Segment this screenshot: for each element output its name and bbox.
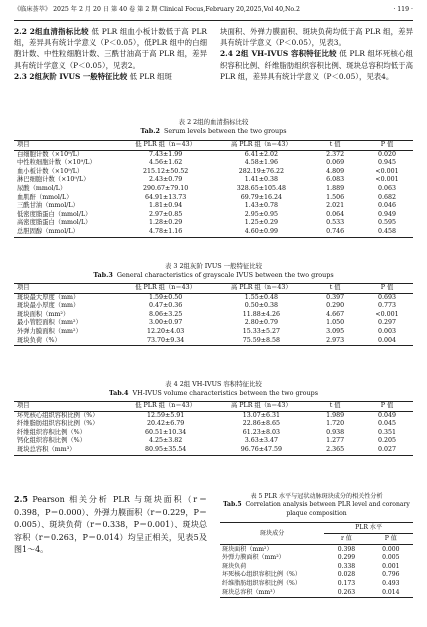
table-row	[220, 588, 413, 597]
running-header	[14, 6, 413, 21]
table-cell: 4.60±0.99	[213, 228, 309, 237]
table-cell: 0.020	[378, 150, 397, 158]
table-cell: 1.28±0.29	[148, 219, 183, 227]
section-2-2	[14, 26, 207, 71]
column-header: P 值	[361, 141, 413, 151]
page-number: · 119 ·	[393, 6, 413, 13]
table-row	[14, 446, 413, 455]
table-row	[14, 302, 413, 311]
table-cell: 0.397	[326, 293, 345, 301]
table-cell: 外弹力膜面积（mm²）	[17, 328, 82, 336]
table-cell: 2.021	[326, 202, 345, 210]
table-cell: 2.80±0.79	[244, 319, 279, 327]
table-cell: 纤维组织容积比例（%）	[17, 428, 86, 436]
table4-caption	[14, 380, 413, 398]
table-cell: 0.299	[337, 554, 356, 562]
table-row	[14, 159, 413, 168]
table-cell: 中性粒细胞计数（×10⁹/L）	[17, 159, 96, 167]
table-cell: 0.50±0.38	[244, 302, 279, 310]
table-cell: 斑块总容积（mm³）	[220, 588, 324, 597]
section-text: 低 PLR 组坏死核心组织容积比例、纤维脂肪组织容积比例、斑块总容积均低于高 PLR 组，差异具有统计学意义（P＜0.05），见表4。	[220, 49, 413, 81]
right-column-top	[220, 26, 413, 82]
table-cell: 0.064	[326, 210, 345, 218]
section-2-5	[14, 493, 207, 557]
table-cell: 0.746	[309, 228, 361, 237]
table-cell: 外弹力膜面积（mm²）	[222, 554, 285, 562]
left-column-top	[14, 26, 207, 82]
column-header: t 值	[309, 284, 361, 294]
column-header: 项目	[14, 141, 118, 151]
table-cell: 斑块总容积（mm³）	[14, 446, 118, 455]
table-cell: 0.005	[382, 554, 400, 562]
table-cell: 0.173	[337, 580, 356, 587]
section-heading: 2.3 2组灰阶 IVUS 一般特征比较	[14, 71, 128, 81]
column-header: P 值	[361, 402, 413, 412]
table-row	[14, 411, 413, 420]
table-cell: 0.063	[378, 185, 397, 193]
table-cell: 15.33±5.27	[242, 328, 281, 336]
table-cell: 22.86±8.65	[242, 420, 281, 428]
table-cell: 11.88±4.26	[242, 310, 281, 318]
table-cell: 钙化组织容积比例（%）	[17, 437, 86, 445]
table-cell: 75.59±8.58	[213, 337, 309, 346]
table-cell: 纤维脂肪组织容积比例（%）	[222, 580, 301, 587]
table5	[220, 522, 413, 598]
table-cell: 1.43±0.78	[244, 202, 279, 210]
table-cell: <0.001	[375, 167, 399, 175]
table-cell: 2.365	[309, 446, 361, 455]
table-cell: 0.533	[326, 219, 345, 227]
column-header: 高 PLR 组（n＝43）	[213, 141, 309, 151]
section-2-3-cont: 块面积、外弹力膜面积、斑块负荷均低于高 PLR 组，差异具有统计学意义（P＜0.05），见表3。	[220, 27, 413, 48]
table-cell: 0.046	[378, 202, 397, 210]
table-cell: 80.95±35.54	[118, 446, 214, 455]
table-cell: 2.97±0.85	[148, 210, 183, 218]
table-cell: 淋巴细胞计数（×10⁹/L）	[17, 176, 90, 184]
table-cell: 1.050	[326, 319, 345, 327]
table-cell: 0.338	[337, 562, 356, 570]
table-cell: 0.014	[369, 588, 413, 597]
table-cell: 0.595	[378, 219, 397, 227]
table-cell: 0.949	[378, 210, 397, 218]
table-row	[14, 185, 413, 194]
table-cell: 64.91±13.73	[144, 193, 187, 201]
table-cell: 0.682	[378, 193, 397, 201]
section-text: Pearson 相关分析 PLR 与斑块面积（r＝0.398，P＝0.000）、外弹力膜面积（r＝0.229，P＝0.005）、斑块负荷（r＝0.338，P＝0.001）、斑块总容积（r＝0.263，P＝0.014）均呈正相关，见表5及图1～4。	[14, 495, 207, 554]
table-cell: <0.001	[375, 310, 399, 318]
table-row	[14, 328, 413, 337]
table-cell: 13.07±6.31	[242, 411, 281, 419]
left-column-bottom	[14, 493, 207, 557]
table-cell: 1.720	[326, 420, 345, 428]
table-cell: 1.59±0.50	[148, 293, 183, 301]
column-header: 项目	[14, 402, 118, 412]
table-row	[14, 176, 413, 185]
column-header: P 值	[361, 284, 413, 294]
table-cell: 0.945	[378, 159, 397, 167]
table-cell: 4.667	[326, 310, 345, 318]
table-cell: 6.41±2.02	[244, 150, 279, 158]
table2	[14, 140, 413, 238]
table-cell: 0.263	[324, 588, 368, 597]
section-heading: 2.2 2组血清指标比较	[14, 27, 89, 36]
column-header: r 值	[324, 534, 368, 545]
table-cell: 4.58±1.96	[244, 159, 279, 167]
table-cell: 0.796	[382, 571, 400, 579]
table-cell: 纤维脂肪组织容积比例（%）	[17, 420, 99, 428]
table-cell: 血肌酐（mmol/L）	[17, 193, 73, 201]
table-cell: 96.76±47.59	[213, 446, 309, 455]
section-heading: 2.5	[14, 494, 28, 504]
table-cell: 6.083	[326, 176, 345, 184]
table-row	[14, 150, 413, 159]
table5-caption-cn: 表 5 PLR 水平与冠状动脉斑块成分的相关性分析	[250, 493, 383, 500]
table-cell: 12.20±4.03	[146, 328, 185, 336]
table-cell: 0.773	[378, 302, 397, 310]
table-cell: 1.81±0.94	[148, 202, 183, 210]
table-cell: 0.458	[361, 228, 413, 237]
table-cell: 60.51±10.34	[144, 428, 187, 436]
table-cell: 高密度脂蛋白（mmol/L）	[17, 219, 92, 227]
table-cell: 69.79±16.24	[240, 193, 283, 201]
table-cell: 斑块负荷（%）	[14, 337, 118, 346]
table-cell: 0.004	[361, 337, 413, 346]
group-header: PLR 水平	[324, 523, 413, 534]
table-cell: 白细胞计数（×10⁹/L）	[17, 150, 84, 158]
table-cell: 1.506	[326, 193, 345, 201]
table-cell: 0.47±0.36	[148, 302, 183, 310]
table-cell: 1.55±0.48	[244, 293, 279, 301]
table-cell: 20.42±6.79	[146, 420, 185, 428]
column-header: 低 PLR 组（n＝43）	[118, 284, 214, 294]
table-cell: 最小管腔面积（mm²）	[17, 319, 82, 327]
table-cell: 低密度脂蛋白（mmol/L）	[17, 210, 92, 218]
table-cell: 斑块最小厚度（mm）	[17, 302, 80, 310]
table-row	[220, 554, 413, 563]
table-cell: 2.973	[309, 337, 361, 346]
table-cell: 坏死核心组织容积比例（%）	[222, 571, 301, 579]
table-row	[14, 293, 413, 302]
table-cell: 0.069	[326, 159, 345, 167]
table-cell: <0.001	[375, 176, 399, 184]
table-cell: 4.809	[326, 167, 345, 175]
table-cell: 0.693	[378, 293, 397, 301]
section-text: 低 PLR 组斑	[129, 71, 172, 81]
table-cell: 坏死核心组织容积比例（%）	[17, 411, 99, 419]
table-row	[14, 337, 413, 346]
table-cell: 1.889	[326, 185, 345, 193]
table-cell: 282.19±76.22	[238, 167, 285, 175]
table3-caption-cn: 表 3 2组灰阶 IVUS 一般特征比较	[164, 262, 263, 270]
column-header: 高 PLR 组（n＝43）	[213, 402, 309, 412]
column-header: 斑块成分	[220, 523, 324, 545]
column-header: 项目	[14, 284, 118, 294]
table-row	[14, 420, 413, 429]
table3-caption	[14, 262, 413, 280]
table5-caption-en: Tab.5 Correlation analysis between PLR level and coronary plaque composition	[223, 501, 410, 517]
table-row	[220, 580, 413, 589]
table-cell: 3.63±3.47	[244, 437, 279, 445]
table-cell: 0.398	[337, 545, 356, 553]
table-cell: 4.56±1.62	[148, 159, 183, 167]
table-cell: 0.027	[361, 446, 413, 455]
header-row	[14, 402, 413, 412]
table-cell: 三酰甘油（mmol/L）	[17, 202, 79, 210]
table-cell: 斑块面积（mm²）	[17, 310, 70, 318]
table-cell: 8.06±3.25	[148, 310, 183, 318]
table-row	[220, 563, 413, 572]
table-cell: 3.00±0.97	[148, 319, 183, 327]
column-header: 高 PLR 组（n＝43）	[213, 284, 309, 294]
column-header: t 值	[309, 141, 361, 151]
table4	[14, 401, 413, 456]
header-row	[14, 284, 413, 294]
table-cell: 1.989	[326, 411, 345, 419]
table-cell: 0.000	[382, 545, 400, 553]
table-cell: 总胆固醇（mmol/L）	[14, 228, 118, 237]
table-cell: 2.95±0.95	[244, 210, 279, 218]
table-cell: 斑块负荷	[222, 562, 247, 570]
table-cell: 2.43±0.79	[148, 176, 183, 184]
column-header: P 值	[369, 534, 413, 545]
column-header: 低 PLR 组（n＝43）	[118, 402, 214, 412]
table-cell: 血小板计数（×10⁹/L）	[17, 167, 84, 175]
table-cell: 290.67±79.10	[142, 185, 189, 193]
table-row	[14, 194, 413, 203]
table-cell: 尿酸（mmol/L）	[17, 185, 67, 193]
table-cell: 斑块面积（mm²）	[222, 545, 273, 553]
table4-caption-cn: 表 4 2组 VH-IVUS 容积特征比较	[165, 380, 262, 388]
table-cell: 2.372	[326, 150, 345, 158]
table-cell: 1.41±0.38	[244, 176, 279, 184]
table-cell: 0.045	[378, 420, 397, 428]
table-cell: 4.25±3.82	[148, 437, 183, 445]
table2-caption	[14, 118, 413, 136]
table3	[14, 283, 413, 346]
table3-caption-en: Tab.3 General characteristics of grayscale IVUS between the two groups	[93, 271, 334, 279]
journal-info: 《临床荟萃》 2025 年 2 月 20 日 第 40 卷 第 2 期 Clinical Focus,February 20,2025,Vol 40,No.2	[14, 6, 300, 13]
section-2-3	[14, 71, 207, 82]
table-row	[220, 571, 413, 580]
table-cell: 0.351	[378, 428, 397, 436]
section-text: 低 PLR 组血小板计数低于高 PLR 组，差异具有统计学意义（P＜0.05），低PLR 组中的白细胞计数、中性粒细胞计数、三酰甘油高于高 PLR 组，差异具有统计学意义（P＜0.05），见表2。	[14, 27, 207, 70]
table-cell: 0.028	[337, 571, 356, 579]
table-cell: 0.290	[326, 302, 345, 310]
table2-caption-cn: 表 2 2组的血清指标比较	[178, 118, 249, 126]
column-header: 低 PLR 组（n＝43）	[118, 141, 214, 151]
table-row	[14, 202, 413, 211]
table-cell: 0.938	[326, 428, 345, 436]
table-cell: 0.205	[378, 437, 397, 445]
table-cell: 0.297	[378, 319, 397, 327]
column-header: t 值	[309, 402, 361, 412]
table-cell: 3.095	[326, 328, 345, 336]
table5-caption	[220, 493, 413, 518]
table-cell: 7.43±1.99	[148, 150, 183, 158]
table-cell: 4.78±1.16	[118, 228, 214, 237]
table-cell: 61.23±8.03	[242, 428, 281, 436]
table-cell: 1.25±0.29	[244, 219, 279, 227]
table-cell: 1.277	[326, 437, 345, 445]
table-cell: 12.59±5.91	[146, 411, 185, 419]
table-cell: 0.003	[378, 328, 397, 336]
table4-caption-en: Tab.4 VH-IVUS volume characteristics between the two groups	[109, 389, 318, 397]
table-cell: 215.12±50.52	[142, 167, 189, 175]
section-2-4	[220, 48, 413, 82]
group-header-row	[220, 523, 413, 534]
table-row	[220, 545, 413, 554]
table-cell: 0.001	[382, 562, 400, 570]
table-cell: 328.65±105.48	[236, 185, 287, 193]
table-row	[14, 319, 413, 328]
table-cell: 斑块最大厚度（mm）	[17, 293, 80, 301]
table-cell: 0.049	[378, 411, 397, 419]
table-row	[14, 228, 413, 237]
section-heading: 2.4 2组 VH-IVUS 容积特征比较	[220, 49, 337, 59]
table2-caption-en: Tab.2 Serum levels between the two groups	[140, 127, 287, 135]
header-row	[14, 141, 413, 151]
table-row	[14, 219, 413, 228]
table-cell: 73.70±9.34	[118, 337, 214, 346]
table-cell: 0.493	[382, 580, 400, 587]
table-row	[14, 437, 413, 446]
